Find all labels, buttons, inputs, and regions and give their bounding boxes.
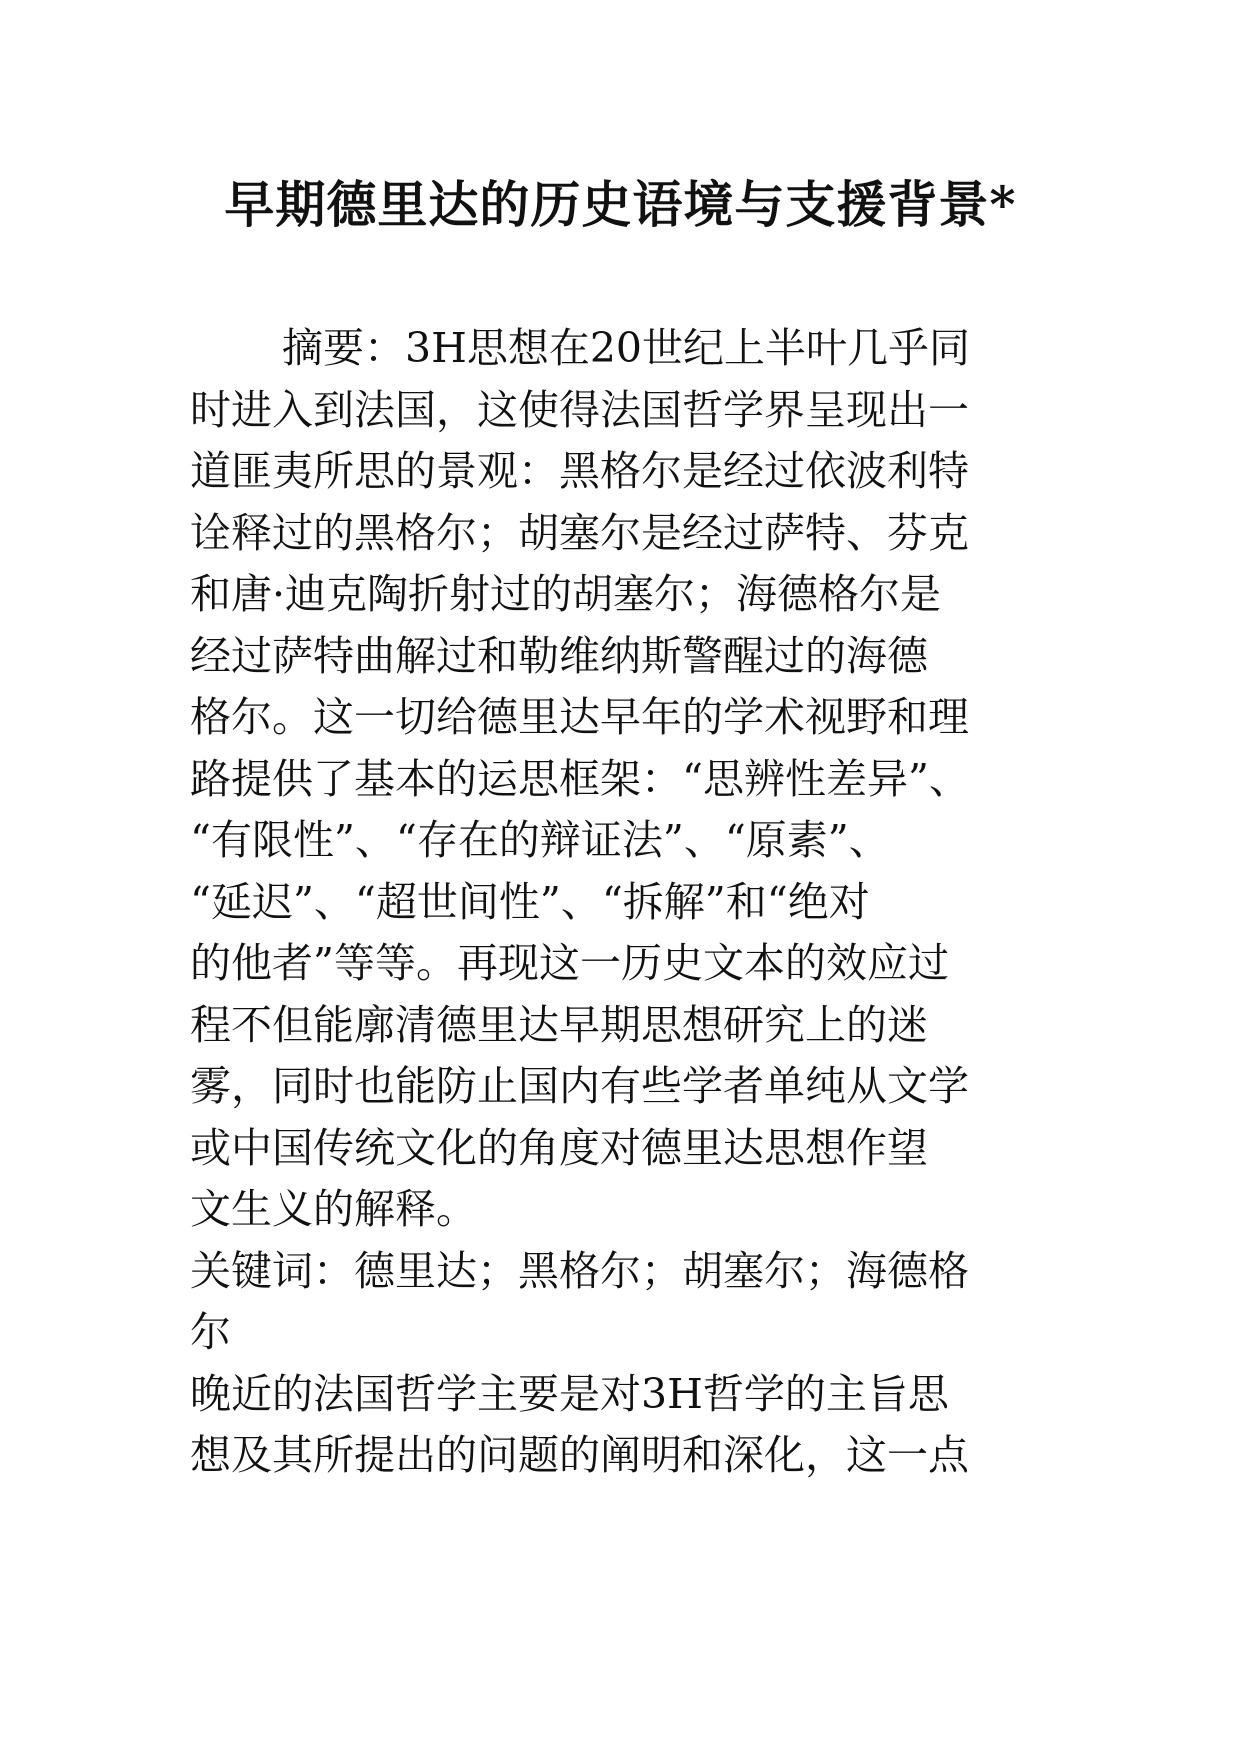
abstract-line: 或中国传统文化的角度对德里达思想作望 [190,1123,928,1172]
abstract-line: 时进入到法国，这使得法国哲学界呈现出一 [190,385,969,434]
document-title: 早期德里达的历史语境与支援背景* [224,175,1017,234]
abstract-line: 雾，同时也能防止国内有些学者单纯从文学 [190,1062,969,1110]
keywords-line: 尔 [190,1308,231,1356]
abstract-line: 的他者”等等。再现这一历史文本的效应过 [190,939,949,987]
abstract-line: “有限性”、“存在的辩证法”、“原素”、 [190,816,890,864]
abstract-line: 摘要：3H思想在20世纪上半叶几乎同 [282,324,971,372]
body-paragraph-line: 想及其所提出的问题的阐明和深化，这一点 [190,1431,969,1479]
abstract-line: 格尔。这一切给德里达早年的学术视野和理 [190,693,969,741]
abstract-line: 道匪夷所思的景观：黑格尔是经过依波利特 [190,447,969,495]
abstract-line: 文生义的解释。 [190,1185,477,1233]
document-body [190,318,1090,1487]
body-paragraph-line: 晚近的法国哲学主要是对3H哲学的主旨思 [190,1369,949,1418]
abstract-line: 和唐·迪克陶折射过的胡塞尔；海德格尔是 [190,570,942,618]
abstract-line: 经过萨特曲解过和勒维纳斯警醒过的海德 [190,631,928,680]
abstract-line: 诠释过的黑格尔；胡塞尔是经过萨特、芬克 [190,508,969,557]
abstract-line: “延迟”、“超世间性”、“拆解”和“绝对 [190,877,870,926]
abstract-line: 程不但能廓清德里达早期思想研究上的迷 [190,1000,928,1049]
keywords-line: 关键词：德里达；黑格尔；胡塞尔；海德格 [190,1246,969,1295]
abstract-line: 路提供了基本的运思框架：“思辨性差异”、 [190,754,970,803]
